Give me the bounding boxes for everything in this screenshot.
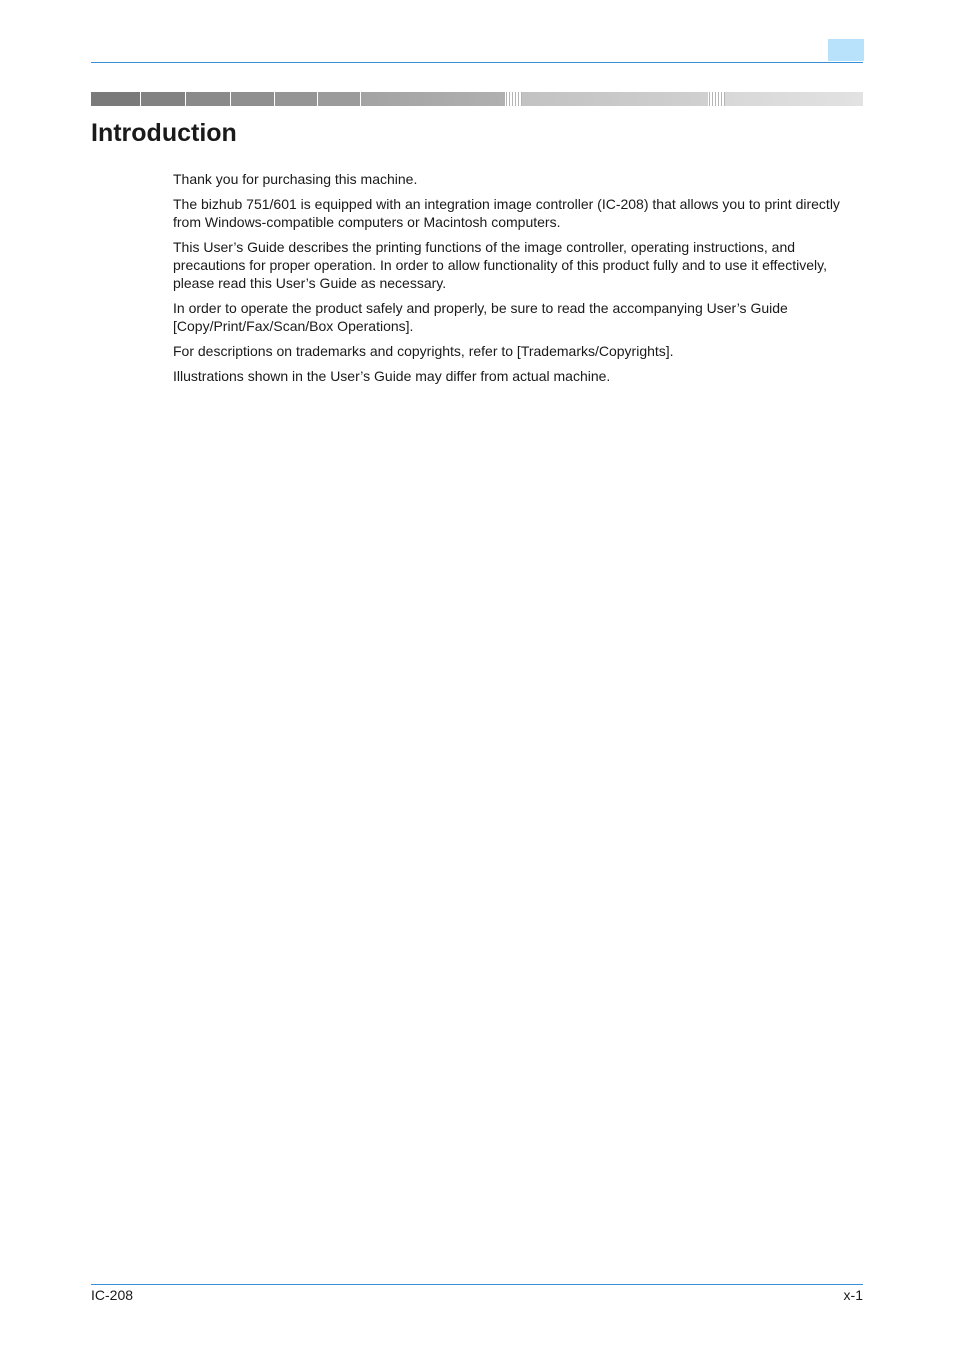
paragraph: The bizhub 751/601 is equipped with an integration image controller (IC-208) that allows you to print directly from Windows-compatible computers or Macintosh computers. [173, 196, 840, 230]
band-segment [231, 92, 275, 106]
chapter-tab [828, 39, 864, 61]
paragraph: Illustrations shown in the User’s Guide may differ from actual machine. [173, 368, 611, 384]
page-title: Introduction [91, 119, 237, 147]
band-segment [361, 92, 506, 106]
header-rule [91, 62, 863, 63]
footer-page-number: x-1 [843, 1287, 863, 1303]
body-text [173, 170, 863, 392]
band-segment [141, 92, 186, 106]
paragraph: This User’s Guide describes the printing functions of the image controller, operating instructions, and precautions for proper operation. In order to allow functionality of this product fully and to use it effectively, please read this User’s Guide as necessary. [173, 239, 827, 291]
band-fine-stripes [506, 92, 522, 106]
band-segment [186, 92, 231, 106]
band-segment [275, 92, 318, 106]
band-segment [91, 92, 141, 106]
band-segment [522, 92, 709, 106]
paragraph: In order to operate the product safely and properly, be sure to read the accompanying User’s Guide [Copy/Print/Fax/Scan/Box Operations]. [173, 300, 788, 334]
footer-rule [91, 1284, 863, 1285]
band-segment [725, 92, 863, 106]
footer-model-label: IC-208 [91, 1287, 134, 1303]
band-segment [318, 92, 361, 106]
title-decorative-band [91, 92, 863, 106]
band-fine-stripes [709, 92, 725, 106]
paragraph: For descriptions on trademarks and copyrights, refer to [Trademarks/Copyrights]. [173, 343, 674, 359]
paragraph: Thank you for purchasing this machine. [173, 171, 418, 187]
